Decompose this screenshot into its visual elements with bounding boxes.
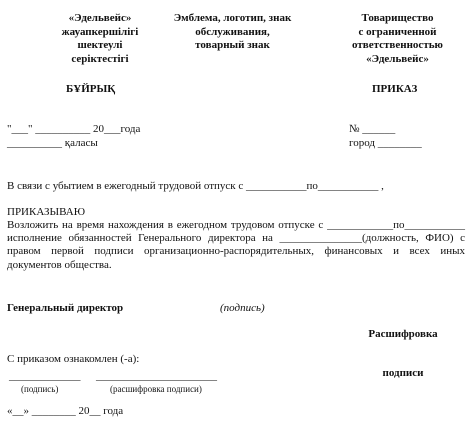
document-title-ru: ПРИКАЗ xyxy=(372,83,418,95)
signature-decode-label xyxy=(358,302,448,406)
acquaintance-date-line: «__» ________ 20__ года xyxy=(7,405,124,417)
header-right-line: Товарищество xyxy=(361,12,434,24)
header-left-line: серіктестігі xyxy=(71,52,129,65)
acquaintance-decode-line: ______________________ xyxy=(96,370,217,382)
header-left-block xyxy=(40,12,160,66)
header-right-line: ответственностью xyxy=(352,39,443,51)
header-right-block xyxy=(335,12,460,66)
signature-placeholder: (подпись) xyxy=(220,302,265,314)
header-middle-line: товарный знак xyxy=(195,39,270,51)
instruction-paragraph xyxy=(7,219,465,272)
acquaintance-sign-label: (подпись) xyxy=(21,384,59,394)
header-left-line: жауапкершілігі xyxy=(61,25,139,38)
signature-decode-line2: подписи xyxy=(382,367,424,379)
acquaintance-decode-label: (расшифровка подписи) xyxy=(110,384,202,394)
city-line: __________ қаласы xyxy=(7,137,98,149)
order-number-line: № ______ xyxy=(349,123,396,135)
header-logo-placeholder xyxy=(170,12,295,53)
header-left-line: «Эдельвейс» xyxy=(68,12,132,24)
acquaintance-sign-line: _____________ xyxy=(9,370,81,382)
director-position: Генеральный директор xyxy=(7,302,124,314)
town-line: город ________ xyxy=(349,137,422,149)
signature-decode-line1: Расшифровка xyxy=(368,328,438,340)
reason-line: В связи с убытием в ежегодный трудовой отпуск с ___________по___________ , xyxy=(7,180,384,192)
header-left-line: шектеулі xyxy=(77,39,123,51)
date-line: "___" __________ 20___года xyxy=(7,123,141,135)
instruction-text-2: _______________(должность, ФИО) с правом первой подписи организационно-распорядительных, финансовых и всех иных документов общества. xyxy=(7,232,466,271)
header-right-line: «Эдельвейс» xyxy=(366,52,429,65)
header-middle-line: обслуживания, xyxy=(195,25,270,38)
instruction-text-1: Возложить на время нахождения в ежегодном трудовом отпуске с ____________по___________ исполнение обязанностей Генерального директора на xyxy=(7,219,465,245)
document-title-kz: БҰЙРЫҚ xyxy=(66,83,116,95)
header-middle-line: Эмблема, логотип, знак xyxy=(173,12,292,24)
acquaintance-title: С приказом ознакомлен (-а): xyxy=(7,353,140,365)
header-right-line: с ограниченной xyxy=(358,25,437,38)
order-word: ПРИКАЗЫВАЮ xyxy=(7,206,86,218)
